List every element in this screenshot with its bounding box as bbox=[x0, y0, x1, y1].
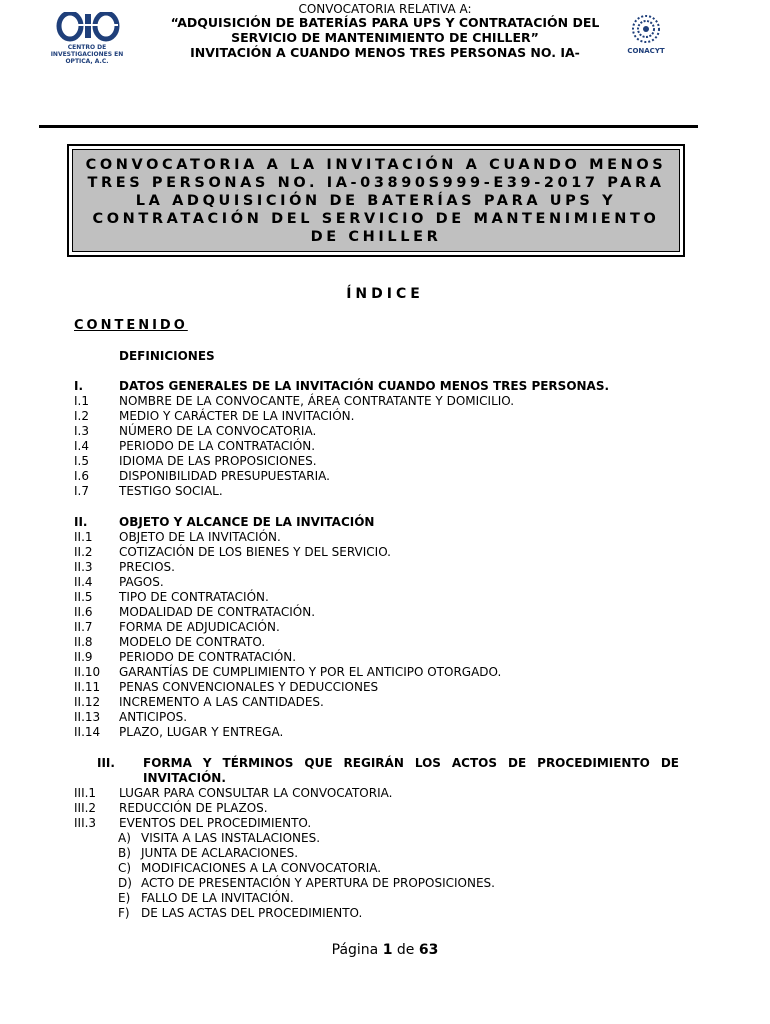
toc-subitem[interactable] bbox=[118, 891, 294, 906]
toc-item-text: REDUCCIÓN DE PLAZOS. bbox=[119, 801, 268, 815]
toc-item-text: PENAS CONVENCIONALES Y DEDUCCIONES bbox=[119, 680, 379, 694]
conacyt-logo-text: CONACYT bbox=[627, 47, 665, 55]
header-line-1: CONVOCATORIA RELATIVA A: bbox=[298, 2, 472, 16]
toc-item-text: DISPONIBILIDAD PRESUPUESTARIA. bbox=[119, 469, 330, 483]
toc-item-number: II.10 bbox=[74, 665, 101, 679]
toc-item-number: II.14 bbox=[74, 725, 101, 739]
current-page: 1 bbox=[382, 942, 393, 958]
toc-item-number: III.3 bbox=[74, 816, 97, 830]
toc-item-text: MEDIO Y CARÁCTER DE LA INVITACIÓN. bbox=[119, 409, 355, 423]
toc-item-number: II.1 bbox=[74, 530, 93, 544]
toc-subitem-letter: D) bbox=[118, 876, 132, 890]
toc-subitem[interactable] bbox=[118, 846, 298, 861]
toc-item-number: I.5 bbox=[74, 454, 89, 468]
toc-item-number: I.3 bbox=[74, 424, 89, 438]
toc-subitem-letter: C) bbox=[118, 861, 132, 875]
toc-item-text: IDIOMA DE LAS PROPOSICIONES. bbox=[119, 454, 317, 468]
toc-item-text: NOMBRE DE LA CONVOCANTE, ÁREA CONTRATANTE Y DOMICILIO. bbox=[119, 394, 515, 408]
toc-item-number: I.1 bbox=[74, 394, 89, 408]
toc-item-text: LUGAR PARA CONSULTAR LA CONVOCATORIA. bbox=[119, 786, 393, 800]
toc-item-text: GARANTÍAS DE CUMPLIMIENTO Y POR EL ANTICIPO OTORGADO. bbox=[119, 665, 502, 679]
toc-item-number: III.1 bbox=[74, 786, 97, 800]
toc-item-number: II.11 bbox=[74, 680, 101, 694]
toc-subitem-text: ACTO DE PRESENTACIÓN Y APERTURA DE PROPOSICIONES. bbox=[141, 876, 495, 890]
toc-item-text: MODELO DE CONTRATO. bbox=[119, 635, 266, 649]
toc-item-text: MODALIDAD DE CONTRATACIÓN. bbox=[119, 605, 316, 619]
index-heading: ÍNDICE bbox=[346, 286, 424, 302]
toc-subitem-text: FALLO DE LA INVITACIÓN. bbox=[141, 891, 294, 905]
header-line-2: “ADQUISICIÓN DE BATERÍAS PARA UPS Y CONTRATACIÓN DEL bbox=[170, 15, 600, 30]
toc-item-text: OBJETO DE LA INVITACIÓN. bbox=[119, 530, 281, 544]
toc-section-number: I. bbox=[74, 379, 84, 393]
toc-section-title: OBJETO Y ALCANCE DE LA INVITACIÓN bbox=[119, 515, 375, 529]
header-line-4: INVITACIÓN A CUANDO MENOS TRES PERSONAS NO. IA- bbox=[190, 45, 580, 60]
title-box bbox=[67, 144, 685, 257]
toc-item-number: I.7 bbox=[74, 484, 89, 498]
toc-item-number: II.13 bbox=[74, 710, 101, 724]
toc-section-iii-number: III. bbox=[97, 756, 115, 770]
toc-item-text: PLAZO, LUGAR Y ENTREGA. bbox=[119, 725, 284, 739]
toc-item-number: II.12 bbox=[74, 695, 101, 709]
cio-logo-text: CENTRO DE INVESTIGACIONES EN OPTICA, A.C. bbox=[50, 44, 124, 65]
toc-item-number: I.2 bbox=[74, 409, 89, 423]
toc-item-number: II.8 bbox=[74, 635, 93, 649]
toc-item-text: INCREMENTO A LAS CANTIDADES. bbox=[119, 695, 324, 709]
toc-subitem[interactable] bbox=[118, 876, 495, 891]
toc-item-text: EVENTOS DEL PROCEDIMIENTO. bbox=[119, 816, 312, 830]
toc-item-number: II.9 bbox=[74, 650, 93, 664]
toc-item-text: TIPO DE CONTRATACIÓN. bbox=[119, 590, 269, 604]
toc-item-text: TESTIGO SOCIAL. bbox=[119, 484, 223, 498]
toc-item-number: I.6 bbox=[74, 469, 89, 483]
total-pages: 63 bbox=[418, 942, 439, 958]
toc-item-text: PERIODO DE CONTRATACIÓN. bbox=[119, 650, 297, 664]
toc-item-number: II.7 bbox=[74, 620, 93, 634]
toc-subitem[interactable] bbox=[118, 861, 381, 876]
page-number bbox=[0, 942, 770, 958]
toc-subitem-text: DE LAS ACTAS DEL PROCEDIMIENTO. bbox=[141, 906, 363, 920]
page-label: Página bbox=[331, 942, 379, 958]
toc-section-iii[interactable] bbox=[143, 756, 679, 786]
toc-definitions-label: DEFINICIONES bbox=[119, 349, 215, 363]
toc-subitem-text: VISITA A LAS INSTALACIONES. bbox=[141, 831, 321, 845]
toc-subitem-text: MODIFICACIONES A LA CONVOCATORIA. bbox=[141, 861, 382, 875]
toc-section-title: DATOS GENERALES DE LA INVITACIÓN CUANDO MENOS TRES PERSONAS. bbox=[119, 379, 610, 393]
header-divider bbox=[39, 125, 698, 128]
toc-item-number: I.4 bbox=[74, 439, 89, 453]
toc-subitem-letter: B) bbox=[118, 846, 131, 860]
page-of-label: de bbox=[396, 942, 415, 958]
toc-item-number: II.2 bbox=[74, 545, 93, 559]
toc-item-text: FORMA DE ADJUDICACIÓN. bbox=[119, 620, 280, 634]
toc-subitem-letter: F) bbox=[118, 906, 130, 920]
toc-section-title-cont: INVITACIÓN. bbox=[143, 771, 226, 785]
header-line-3: SERVICIO DE MANTENIMIENTO DE CHILLER” bbox=[231, 30, 539, 45]
toc-item-number: III.2 bbox=[74, 801, 97, 815]
toc-item-number: II.5 bbox=[74, 590, 93, 604]
toc-item-number: II.6 bbox=[74, 605, 93, 619]
toc-item-number: II.3 bbox=[74, 560, 93, 574]
toc-subitem[interactable] bbox=[118, 831, 320, 846]
document-title: CONVOCATORIA A LA INVITACIÓN A CUANDO MENOS TRES PERSONAS NO. IA-03890S999-E39-2017 PARA LA ADQUISICIÓN DE BATERÍAS PARA UPS Y CONTRATACIÓN DEL SERVICIO DE MANTENIMIENTO DE CHILLER bbox=[85, 156, 667, 245]
toc-item-text: PAGOS. bbox=[119, 575, 164, 589]
toc-item-text: PERIODO DE LA CONTRATACIÓN. bbox=[119, 439, 316, 453]
toc-item-number: II.4 bbox=[74, 575, 93, 589]
toc-item-text: COTIZACIÓN DE LOS BIENES Y DEL SERVICIO. bbox=[119, 545, 391, 559]
toc-section-title: FORMA Y TÉRMINOS QUE REGIRÁN LOS ACTOS DE PROCEDIMIENTO DE bbox=[143, 756, 679, 770]
contents-heading: CONTENIDO bbox=[74, 318, 188, 333]
toc-item-text: ANTICIPOS. bbox=[119, 710, 188, 724]
toc-subitem-text: JUNTA DE ACLARACIONES. bbox=[141, 846, 299, 860]
toc-subitem-letter: A) bbox=[118, 831, 131, 845]
toc-item-text: NÚMERO DE LA CONVOCATORIA. bbox=[119, 424, 317, 438]
toc-item-text: PRECIOS. bbox=[119, 560, 175, 574]
toc-subitem-letter: E) bbox=[118, 891, 131, 905]
toc-subitem[interactable] bbox=[118, 906, 362, 921]
toc-section-number: II. bbox=[74, 515, 88, 529]
